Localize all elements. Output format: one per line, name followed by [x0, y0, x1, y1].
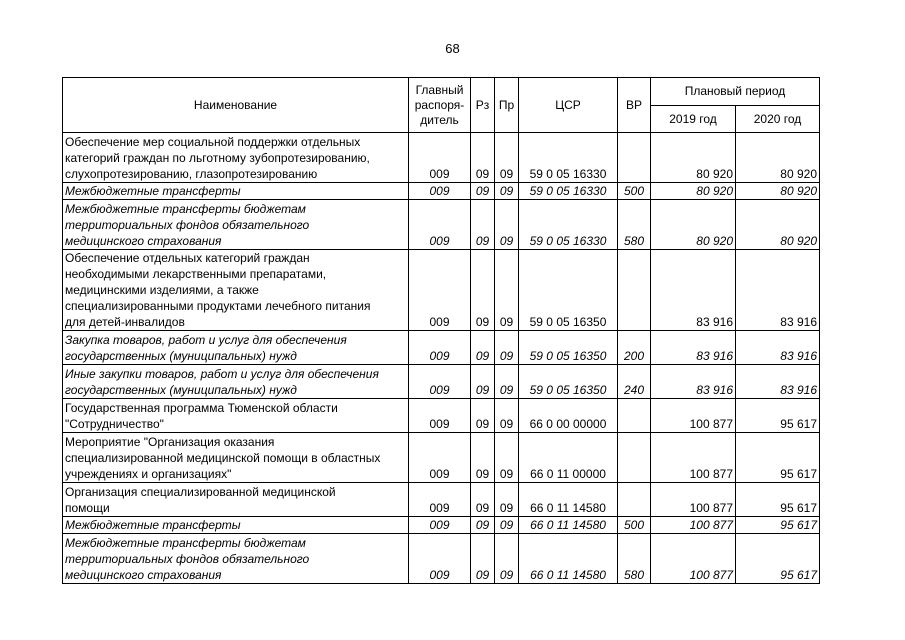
- manager-cell: 009: [409, 517, 471, 534]
- header-pr: Пр: [495, 78, 519, 133]
- amount-2019-cell: 80 920: [651, 183, 736, 200]
- vr-cell: [618, 483, 651, 517]
- amount-2020-cell: 95 617: [736, 433, 820, 483]
- amount-2019-cell: 83 916: [651, 250, 736, 331]
- csr-cell: 66 0 11 14580: [519, 517, 618, 534]
- table-row: [63, 200, 820, 250]
- header-rz: Рз: [471, 78, 495, 133]
- rz-cell: 09: [471, 365, 495, 399]
- vr-cell: 580: [618, 534, 651, 584]
- header-year-2020: 2020 год: [736, 106, 820, 133]
- row-name-cell: Обеспечение отдельных категорий граждан необходимыми лекарственными препаратами, медицинскими изделиями, а также специализированными продуктами лечебного питания для детей-инвалидов: [63, 250, 409, 331]
- rz-cell: 09: [471, 183, 495, 200]
- csr-cell: 59 0 05 16330: [519, 133, 618, 183]
- csr-cell: 66 0 11 00000: [519, 433, 618, 483]
- amount-2019-cell: 83 916: [651, 365, 736, 399]
- csr-cell: 59 0 05 16330: [519, 183, 618, 200]
- amount-2019-cell: 100 877: [651, 534, 736, 584]
- csr-cell: 66 0 00 00000: [519, 399, 618, 433]
- manager-cell: 009: [409, 183, 471, 200]
- vr-cell: 240: [618, 365, 651, 399]
- header-manager: Главный распоря-дитель: [409, 78, 471, 133]
- rz-cell: 09: [471, 517, 495, 534]
- vr-cell: 500: [618, 517, 651, 534]
- table-row: [63, 483, 820, 517]
- row-name-cell: Иные закупки товаров, работ и услуг для обеспечения государственных (муниципальных) нужд: [63, 365, 409, 399]
- csr-cell: 59 0 05 16350: [519, 250, 618, 331]
- row-name-cell: Государственная программа Тюменской области "Сотрудничество": [63, 399, 409, 433]
- manager-cell: 009: [409, 250, 471, 331]
- manager-cell: 009: [409, 433, 471, 483]
- row-name-cell: Межбюджетные трансферты: [63, 183, 409, 200]
- amount-2020-cell: 95 617: [736, 517, 820, 534]
- amount-2020-cell: 95 617: [736, 483, 820, 517]
- budget-table: [62, 77, 820, 584]
- manager-cell: 009: [409, 534, 471, 584]
- amount-2020-cell: 83 916: [736, 365, 820, 399]
- pr-cell: 09: [495, 250, 519, 331]
- amount-2020-cell: 95 617: [736, 534, 820, 584]
- table-row: [63, 331, 820, 365]
- amount-2020-cell: 83 916: [736, 331, 820, 365]
- table-row: [63, 250, 820, 331]
- rz-cell: 09: [471, 200, 495, 250]
- amount-2020-cell: 80 920: [736, 183, 820, 200]
- amount-2020-cell: 80 920: [736, 200, 820, 250]
- amount-2019-cell: 100 877: [651, 399, 736, 433]
- pr-cell: 09: [495, 517, 519, 534]
- rz-cell: 09: [471, 483, 495, 517]
- amount-2019-cell: 80 920: [651, 200, 736, 250]
- rz-cell: 09: [471, 133, 495, 183]
- manager-cell: 009: [409, 133, 471, 183]
- manager-cell: 009: [409, 399, 471, 433]
- amount-2020-cell: 83 916: [736, 250, 820, 331]
- vr-cell: 500: [618, 183, 651, 200]
- pr-cell: 09: [495, 433, 519, 483]
- pr-cell: 09: [495, 365, 519, 399]
- page-number: 68: [445, 41, 460, 56]
- pr-cell: 09: [495, 534, 519, 584]
- vr-cell: [618, 433, 651, 483]
- header-csr: ЦСР: [519, 78, 618, 133]
- csr-cell: 59 0 05 16330: [519, 200, 618, 250]
- csr-cell: 66 0 11 14580: [519, 534, 618, 584]
- table-row: [63, 365, 820, 399]
- row-name-cell: Мероприятие "Организация оказания специализированной медицинской помощи в областных учреждениях и организациях": [63, 433, 409, 483]
- manager-cell: 009: [409, 365, 471, 399]
- csr-cell: 59 0 05 16350: [519, 365, 618, 399]
- manager-cell: 009: [409, 483, 471, 517]
- csr-cell: 66 0 11 14580: [519, 483, 618, 517]
- table-row: [63, 399, 820, 433]
- table-row: [63, 183, 820, 200]
- pr-cell: 09: [495, 183, 519, 200]
- amount-2019-cell: 83 916: [651, 331, 736, 365]
- amount-2019-cell: 80 920: [651, 133, 736, 183]
- pr-cell: 09: [495, 483, 519, 517]
- amount-2020-cell: 80 920: [736, 133, 820, 183]
- pr-cell: 09: [495, 133, 519, 183]
- pr-cell: 09: [495, 331, 519, 365]
- amount-2020-cell: 95 617: [736, 399, 820, 433]
- table-row: [63, 534, 820, 584]
- row-name-cell: Обеспечение мер социальной поддержки отдельных категорий граждан по льготному зубопротезированию, слухопротезированию, глазопротезированию: [63, 133, 409, 183]
- row-name-cell: Организация специализированной медицинской помощи: [63, 483, 409, 517]
- row-name-cell: Межбюджетные трансферты: [63, 517, 409, 534]
- csr-cell: 59 0 05 16350: [519, 331, 618, 365]
- rz-cell: 09: [471, 331, 495, 365]
- row-name-cell: Закупка товаров, работ и услуг для обеспечения государственных (муниципальных) нужд: [63, 331, 409, 365]
- manager-cell: 009: [409, 331, 471, 365]
- amount-2019-cell: 100 877: [651, 433, 736, 483]
- table-row: [63, 433, 820, 483]
- vr-cell: 580: [618, 200, 651, 250]
- vr-cell: [618, 399, 651, 433]
- vr-cell: [618, 133, 651, 183]
- header-name: Наименование: [63, 78, 409, 133]
- pr-cell: 09: [495, 399, 519, 433]
- rz-cell: 09: [471, 399, 495, 433]
- vr-cell: 200: [618, 331, 651, 365]
- pr-cell: 09: [495, 200, 519, 250]
- amount-2019-cell: 100 877: [651, 517, 736, 534]
- row-name-cell: Межбюджетные трансферты бюджетам территориальных фондов обязательного медицинского страхования: [63, 534, 409, 584]
- rz-cell: 09: [471, 250, 495, 331]
- vr-cell: [618, 250, 651, 331]
- table-row: [63, 517, 820, 534]
- rz-cell: 09: [471, 534, 495, 584]
- manager-cell: 009: [409, 200, 471, 250]
- header-vr: ВР: [618, 78, 651, 133]
- rz-cell: 09: [471, 433, 495, 483]
- row-name-cell: Межбюджетные трансферты бюджетам территориальных фондов обязательного медицинского страхования: [63, 200, 409, 250]
- header-planned-period: Плановый период: [651, 78, 820, 106]
- header-year-2019: 2019 год: [651, 106, 736, 133]
- table-row: [63, 133, 820, 183]
- amount-2019-cell: 100 877: [651, 483, 736, 517]
